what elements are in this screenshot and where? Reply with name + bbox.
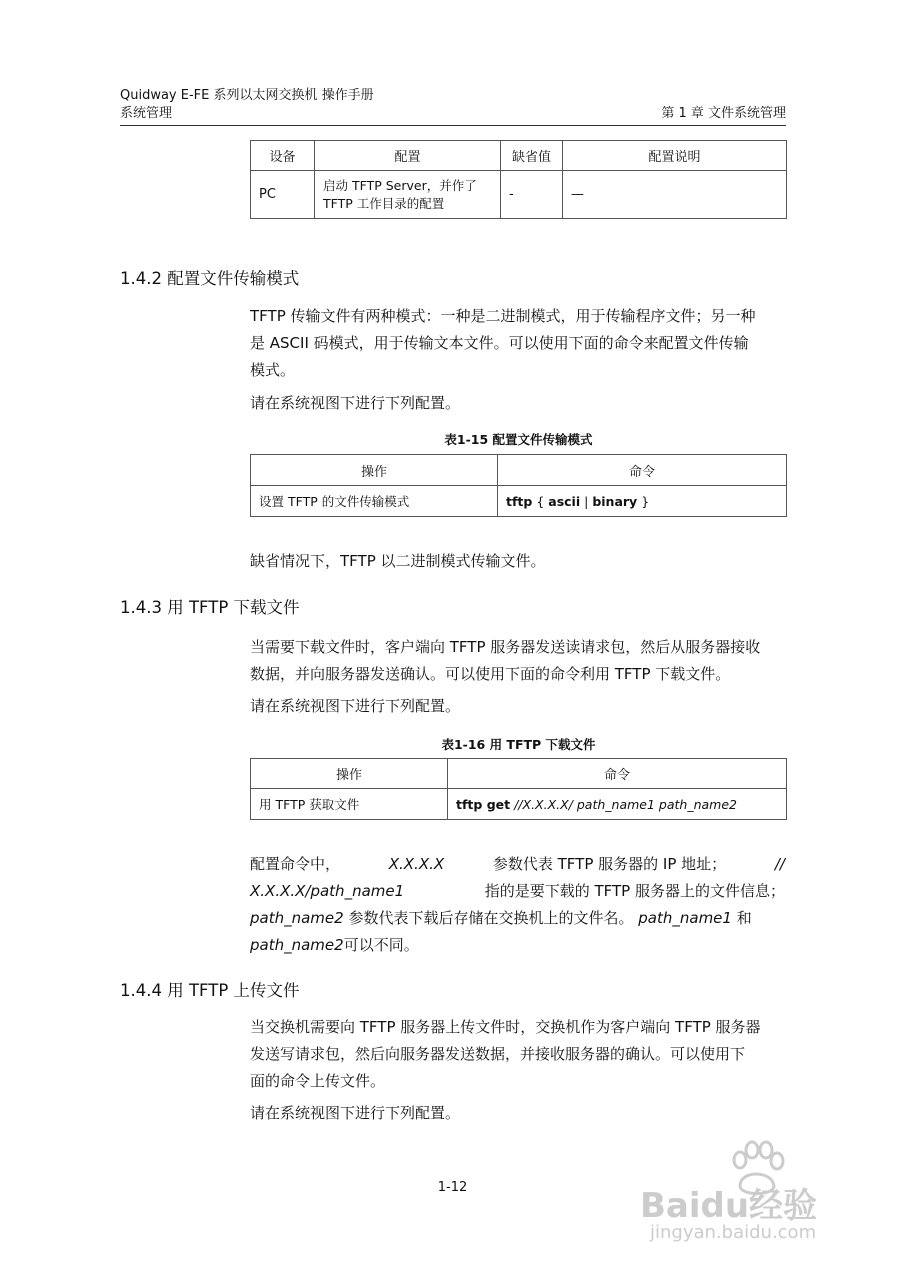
para-line bbox=[250, 932, 785, 959]
para-line: 数据，并向服务器发送确认。可以使用下面的命令利用 TFTP 下载文件。 bbox=[250, 665, 731, 683]
paragraph: 请在系统视图下进行下列配置。 bbox=[250, 394, 461, 412]
chapter-label: 第 1 章 文件系统管理 bbox=[661, 106, 786, 121]
para-line bbox=[250, 878, 785, 905]
paragraph: 请在系统视图下进行下列配置。 bbox=[250, 1104, 461, 1122]
table-caption: 表1-16 用 TFTP 下载文件 bbox=[441, 737, 596, 752]
text-run: path_name2 bbox=[250, 909, 344, 927]
table-header: 命令 bbox=[498, 455, 787, 486]
paragraph bbox=[250, 634, 785, 688]
table-header: 设备 bbox=[251, 141, 315, 171]
command-table bbox=[250, 454, 787, 517]
page-number: 1-12 bbox=[437, 1180, 468, 1195]
cmd-option: binary bbox=[592, 493, 638, 509]
cmd-args: //X.X.X.X/ path_name1 path_name2 bbox=[514, 796, 737, 812]
cmd-option: ascii bbox=[548, 493, 581, 509]
table-header: 缺省值 bbox=[501, 141, 563, 171]
text-run: // bbox=[774, 855, 785, 873]
cell-line: TFTP 工作目录的配置 bbox=[323, 195, 445, 211]
para-line bbox=[250, 905, 785, 932]
text-run: 参数代表 TFTP 服务器的 IP 地址； bbox=[492, 855, 727, 873]
table-cell bbox=[315, 171, 501, 219]
command-cell bbox=[498, 486, 787, 517]
para-line bbox=[250, 851, 785, 878]
text-run: 和 bbox=[736, 909, 752, 927]
doc-title: Quidway E-FE 系列以太网交换机 操作手册 bbox=[120, 88, 374, 103]
text-run: 指的是要下载的 TFTP 服务器上的文件信息； bbox=[484, 882, 785, 900]
text-run: 参数代表下载后存储在交换机上的文件名。 bbox=[348, 909, 634, 927]
cell-line: 启动 TFTP Server，并作了 bbox=[323, 177, 477, 193]
table-cell: - bbox=[501, 171, 563, 219]
command-cell bbox=[448, 789, 787, 820]
table-cell: PC bbox=[251, 171, 315, 219]
text-run: X.X.X.X bbox=[388, 855, 445, 873]
command-table bbox=[250, 758, 787, 820]
watermark-brand: Baidu经验 bbox=[640, 1186, 818, 1226]
table-header: 命令 bbox=[448, 759, 787, 789]
table-header: 操作 bbox=[251, 759, 448, 789]
section-heading: 1.4.2 配置文件传输模式 bbox=[120, 269, 300, 288]
para-line: 当交换机需要向 TFTP 服务器上传文件时，交换机作为客户端向 TFTP 服务器 bbox=[250, 1018, 761, 1036]
table-header: 配置说明 bbox=[563, 141, 787, 171]
para-line: 面的命令上传文件。 bbox=[250, 1072, 386, 1090]
baidu-watermark bbox=[640, 1140, 860, 1250]
text-run: 可以不同。 bbox=[343, 936, 419, 954]
cmd-brace: { bbox=[536, 493, 545, 509]
watermark-url: jingyan.baidu.com bbox=[650, 1222, 817, 1243]
paragraph: 缺省情况下，TFTP 以二进制模式传输文件。 bbox=[250, 552, 546, 570]
para-line: 当需要下载文件时，客户端向 TFTP 服务器发送读请求包，然后从服务器接收 bbox=[250, 638, 761, 656]
config-table bbox=[250, 140, 787, 219]
paragraph: 请在系统视图下进行下列配置。 bbox=[250, 697, 461, 715]
text-run: path_name1 bbox=[638, 909, 732, 927]
para-line: 发送写请求包，然后向服务器发送数据，并接收服务器的确认。可以使用下 bbox=[250, 1045, 746, 1063]
table-header: 操作 bbox=[251, 455, 498, 486]
paragraph bbox=[250, 303, 785, 384]
cmd-keyword: tftp bbox=[506, 493, 533, 509]
paragraph bbox=[250, 851, 785, 959]
cmd-brace: } bbox=[641, 493, 650, 509]
table-caption: 表1-15 配置文件传输模式 bbox=[444, 432, 593, 447]
section-heading: 1.4.4 用 TFTP 上传文件 bbox=[120, 981, 300, 1000]
table-header: 配置 bbox=[315, 141, 501, 171]
text-run: path_name2 bbox=[250, 936, 344, 954]
text-run: 配置命令中， bbox=[250, 855, 341, 873]
para-line: TFTP 传输文件有两种模式：一种是二进制模式，用于传输程序文件；另一种 bbox=[250, 307, 756, 325]
table-cell: — bbox=[563, 171, 787, 219]
cmd-separator: | bbox=[584, 493, 589, 509]
para-line: 模式。 bbox=[250, 361, 296, 379]
paragraph bbox=[250, 1014, 785, 1095]
section-label: 系统管理 bbox=[120, 106, 173, 121]
table-cell: 用 TFTP 获取文件 bbox=[251, 789, 448, 820]
para-line: 是 ASCII 码模式，用于传输文本文件。可以使用下面的命令来配置文件传输 bbox=[250, 334, 749, 352]
table-cell: 设置 TFTP 的文件传输模式 bbox=[251, 486, 498, 517]
section-heading: 1.4.3 用 TFTP 下载文件 bbox=[120, 598, 300, 617]
cmd-keyword: tftp get bbox=[456, 796, 511, 812]
header-rule bbox=[120, 125, 786, 126]
text-run: X.X.X.X/path_name1 bbox=[250, 882, 405, 900]
